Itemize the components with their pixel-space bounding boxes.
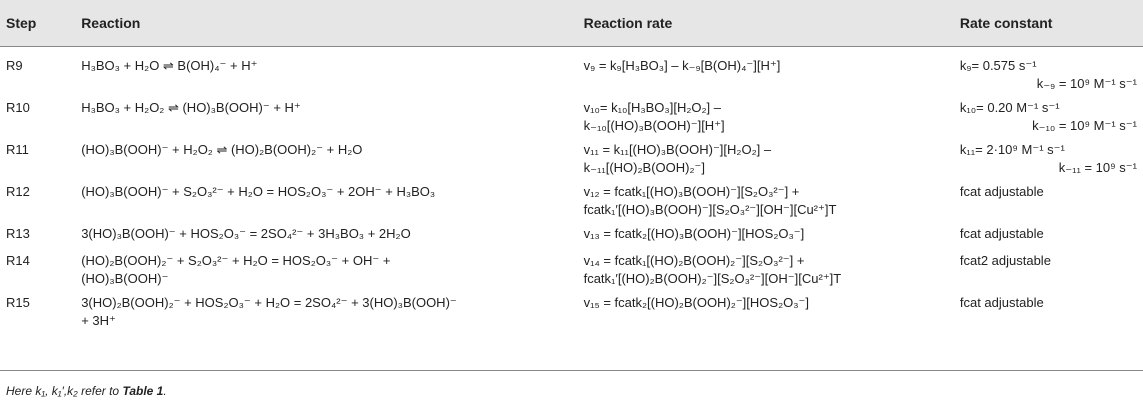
constant-cell [954, 288, 1143, 341]
reaction-cell [75, 288, 577, 341]
step-cell: R12 [6, 184, 30, 199]
constant-line: k₋₁₀ = 10⁹ M⁻¹ s⁻¹ [1032, 118, 1137, 133]
reaction-cell [75, 177, 577, 219]
constant-line: k₋₉ = 10⁹ M⁻¹ s⁻¹ [1036, 76, 1137, 91]
reaction-line: 3(HO)₂B(OOH)₂⁻ + HOS₂O₃⁻ + H₂O = 2SO₄²⁻ + 3(HO)₃B(OOH)⁻ [81, 295, 457, 310]
step-cell: R15 [6, 295, 30, 310]
reaction-line: (HO)₃B(OOH)⁻ + S₂O₃²⁻ + H₂O = HOS₂O₃⁻ + 2OH⁻ + H₃BO₃ [81, 184, 436, 199]
table-footnote [6, 384, 167, 398]
step-cell: R14 [6, 253, 30, 268]
reaction-cell [75, 135, 577, 177]
constant-cell [954, 246, 1143, 288]
table-row [0, 288, 1143, 341]
footnote-suffix: . [163, 384, 167, 398]
footnote-text: Here k₁, k₁′,k₂ refer to [6, 384, 123, 398]
constant-line: k₁₁= 2·10⁹ M⁻¹ s⁻¹ [959, 142, 1065, 157]
step-cell: R10 [6, 100, 30, 115]
header-rate-constant: Rate constant [959, 15, 1053, 31]
reaction-cell [75, 46, 577, 93]
reaction-cell [75, 246, 577, 288]
reaction-cell [75, 219, 577, 246]
header-divider [0, 46, 1143, 47]
rate-line: v₁₃ = fcatk₂[(HO)₃B(OOH)⁻][HOS₂O₃⁻] [583, 226, 805, 241]
step-cell: R11 [6, 142, 29, 157]
table-header-row [0, 0, 1143, 46]
constant-line: k₉= 0.575 s⁻¹ [959, 58, 1037, 73]
rate-line: v₁₅ = fcatk₂[(HO)₂B(OOH)₂⁻][HOS₂O₃⁻] [583, 295, 810, 310]
rate-cell [578, 288, 954, 341]
rate-cell [578, 93, 954, 135]
rate-line: v₁₁ = k₁₁[(HO)₃B(OOH)⁻][H₂O₂] – [583, 142, 772, 157]
table-bottom-rule [0, 370, 1143, 371]
table-row [0, 219, 1143, 246]
header-reaction: Reaction [81, 15, 141, 31]
rate-cell [578, 135, 954, 177]
constant-cell [954, 135, 1143, 177]
reaction-line: H₃BO₃ + H₂O₂ ⇌ (HO)₃B(OOH)⁻ + H⁺ [81, 100, 301, 115]
rate-line: v₁₄ = fcatk₁[(HO)₂B(OOH)₂⁻][S₂O₃²⁻] + [583, 253, 805, 268]
rate-cell [578, 46, 954, 93]
reaction-line: + 3H⁺ [81, 313, 116, 328]
rate-line: k₋₁₁[(HO)₂B(OOH)₂⁻] [583, 160, 705, 175]
table-row [0, 246, 1143, 288]
constant-line: fcat adjustable [959, 184, 1044, 199]
constant-line: k₁₀= 0.20 M⁻¹ s⁻¹ [959, 100, 1060, 115]
reaction-line: H₃BO₃ + H₂O ⇌ B(OH)₄⁻ + H⁺ [81, 58, 258, 73]
constant-cell [954, 46, 1143, 93]
constant-cell [954, 219, 1143, 246]
rate-line: v₁₀= k₁₀[H₃BO₃][H₂O₂] – [583, 100, 721, 115]
table-1-link[interactable]: Table 1 [122, 384, 164, 398]
rate-line: fcatk₁′[(HO)₃B(OOH)⁻][S₂O₃²⁻][OH⁻][Cu²⁺]T [583, 202, 837, 217]
rate-cell [578, 246, 954, 288]
table-row [0, 177, 1143, 219]
reaction-cell [75, 93, 577, 135]
rate-line: fcatk₁′[(HO)₂B(OOH)₂⁻][S₂O₃²⁻][OH⁻][Cu²⁺]T [583, 271, 842, 286]
constant-cell [954, 93, 1143, 135]
table-row [0, 46, 1143, 93]
constant-line: fcat adjustable [959, 226, 1044, 241]
step-cell: R9 [6, 58, 23, 73]
rate-line: k₋₁₀[(HO)₃B(OOH)⁻][H⁺] [583, 118, 725, 133]
rate-cell [578, 219, 954, 246]
rate-line: v₁₂ = fcatk₁[(HO)₃B(OOH)⁻][S₂O₃²⁻] + [583, 184, 800, 199]
reaction-line: (HO)₃B(OOH)⁻ + H₂O₂ ⇌ (HO)₂B(OOH)₂⁻ + H₂O [81, 142, 363, 157]
reaction-line: (HO)₂B(OOH)₂⁻ + S₂O₃²⁻ + H₂O = HOS₂O₃⁻ + OH⁻ + [81, 253, 391, 268]
rate-line: v₉ = k₉[H₃BO₃] – k₋₉[B(OH)₄⁻][H⁺] [583, 58, 781, 73]
table-row [0, 93, 1143, 135]
step-cell: R13 [6, 226, 30, 241]
constant-line: k₋₁₁ = 10⁹ s⁻¹ [1058, 160, 1137, 175]
table-row [0, 135, 1143, 177]
constant-line: fcat2 adjustable [959, 253, 1051, 268]
header-reaction-rate: Reaction rate [583, 15, 673, 31]
constant-cell [954, 177, 1143, 219]
constant-line: fcat adjustable [959, 295, 1044, 310]
rate-cell [578, 177, 954, 219]
reaction-line: (HO)₃B(OOH)⁻ [81, 271, 169, 286]
reaction-line: 3(HO)₃B(OOH)⁻ + HOS₂O₃⁻ = 2SO₄²⁻ + 3H₃BO₃ + 2H₂O [81, 226, 411, 241]
header-step: Step [6, 15, 37, 31]
